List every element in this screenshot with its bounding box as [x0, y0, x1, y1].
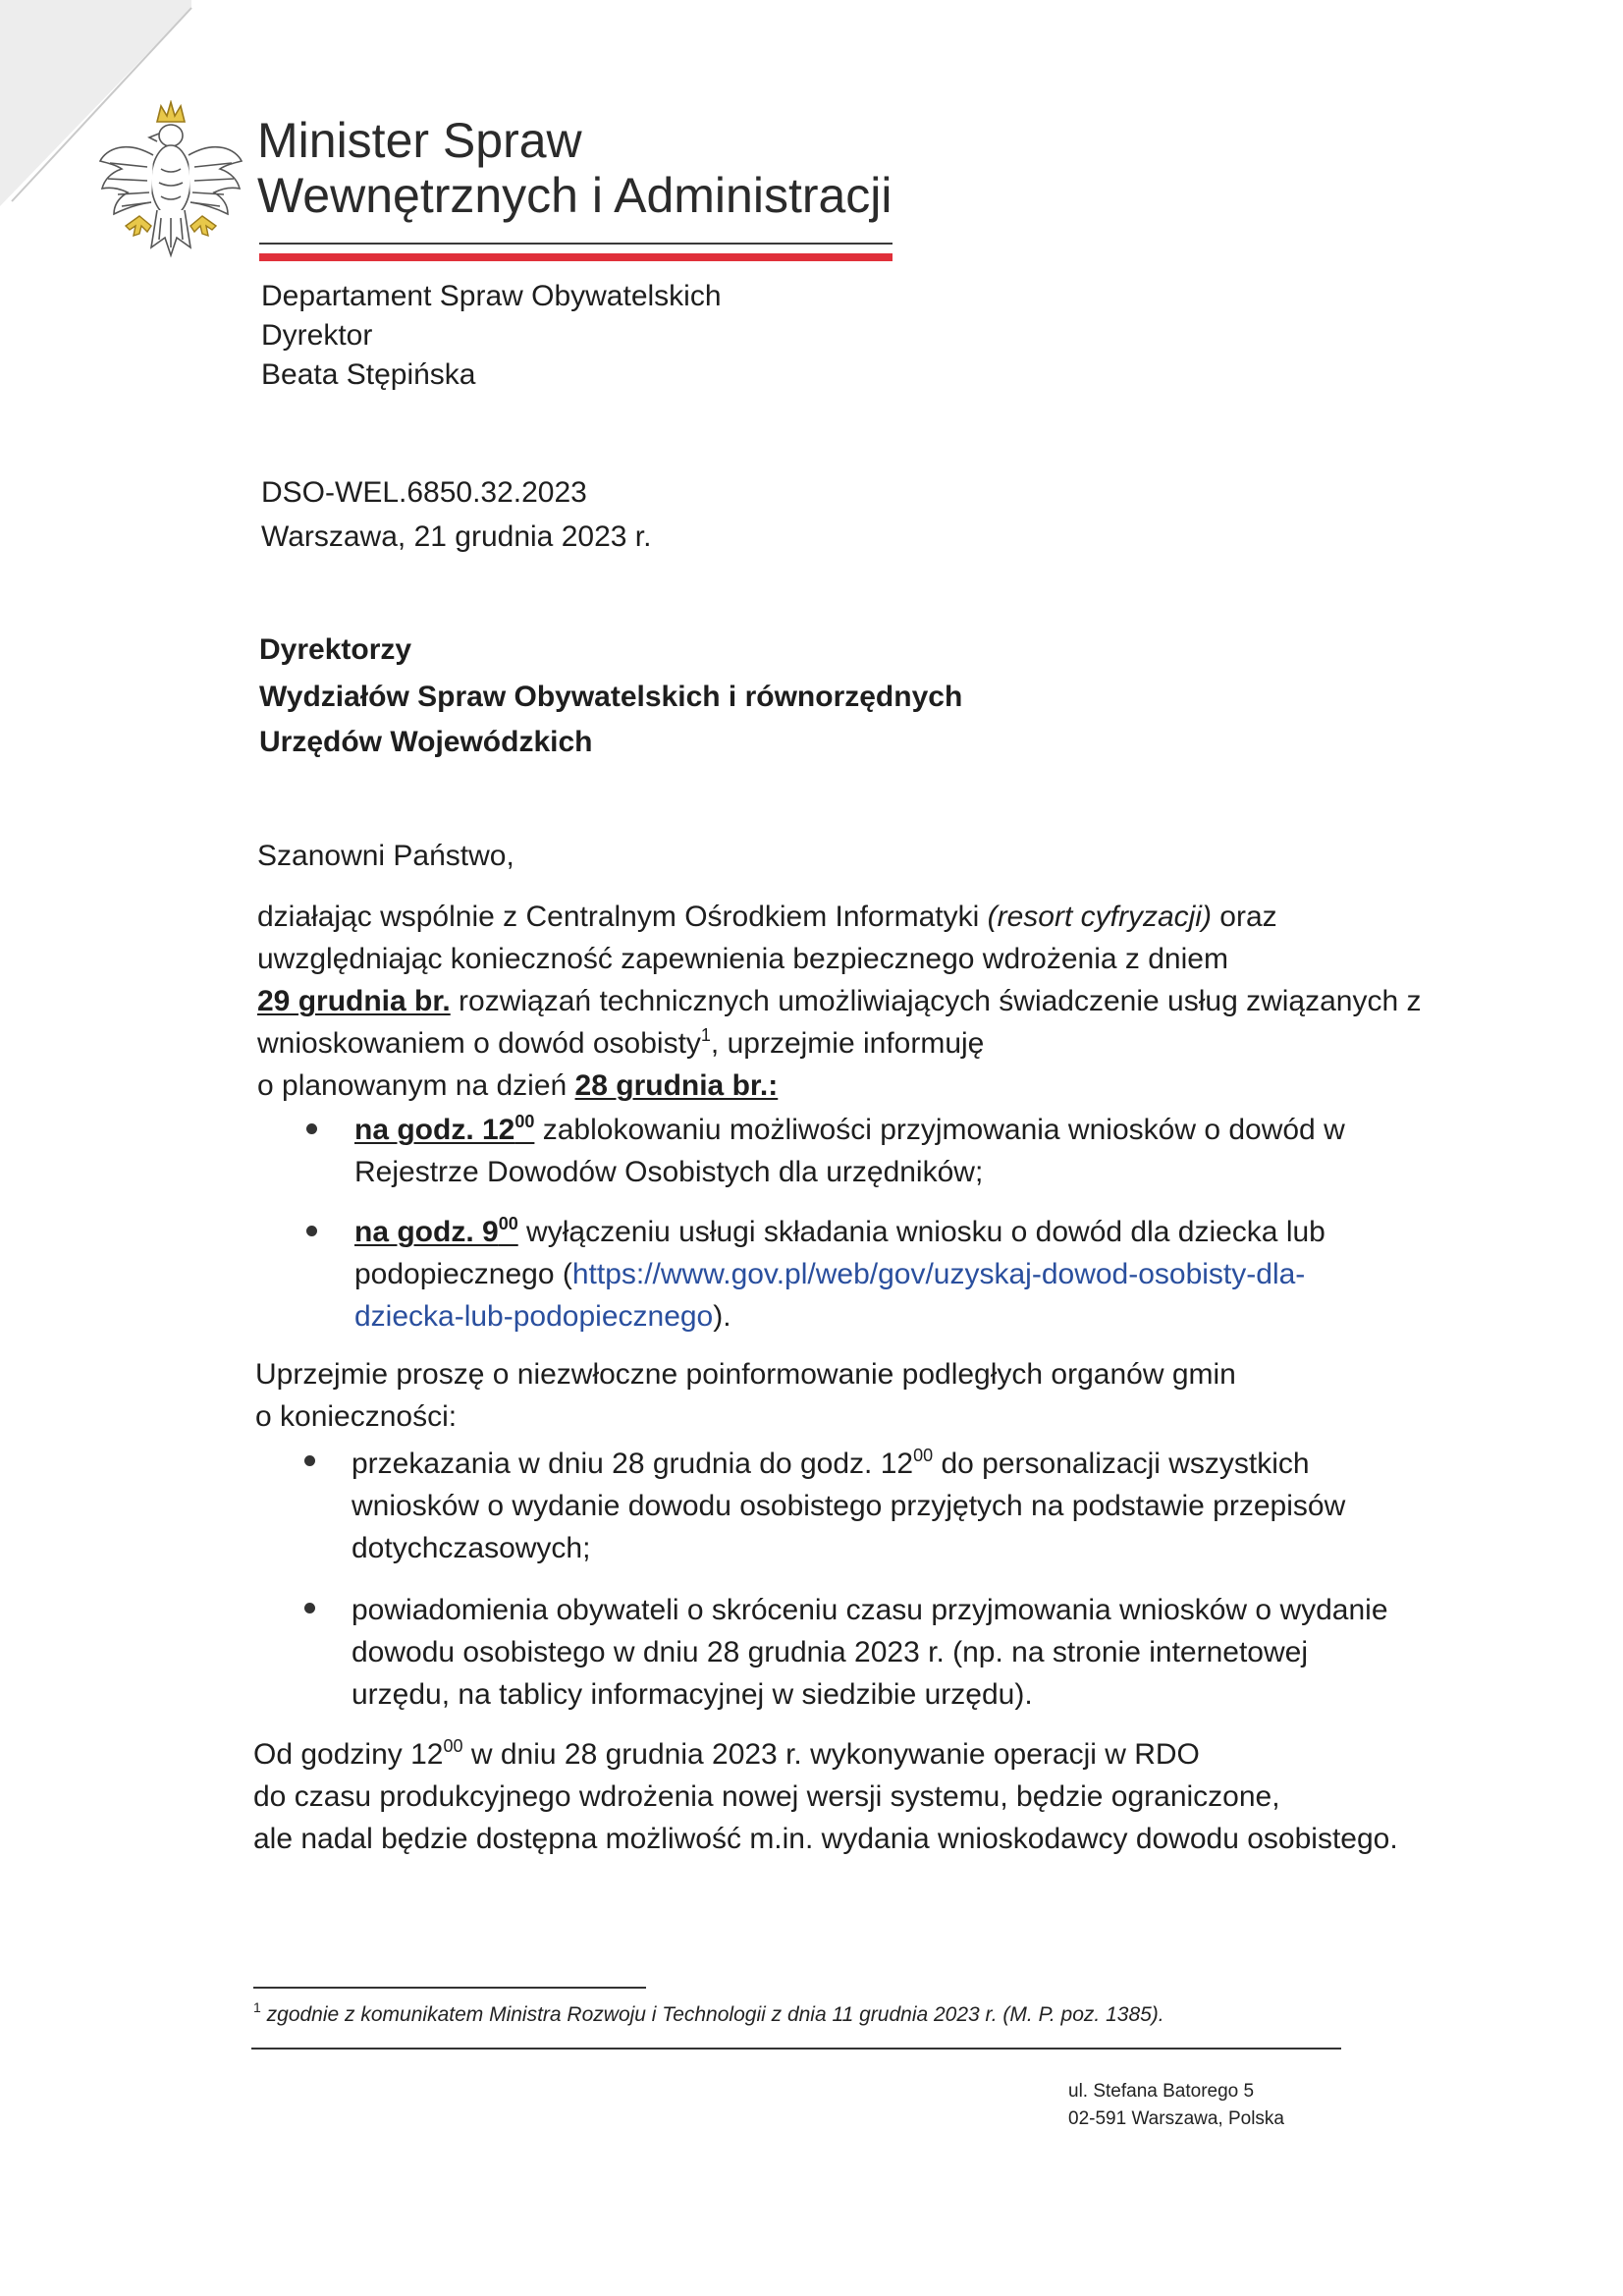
bullet-dot [304, 1603, 315, 1613]
paragraph-1-line1 [257, 896, 1277, 938]
bullet-3-line1 [352, 1443, 1310, 1485]
superscript: 00 [498, 1214, 518, 1233]
footer-rule [251, 2048, 1341, 2050]
text: do personalizacji wszystkich [933, 1448, 1310, 1480]
time-emphasis [354, 1114, 534, 1146]
address-line2: 02-591 Warszawa, Polska [1068, 2108, 1285, 2129]
bullet-1-line1 [354, 1109, 1345, 1151]
bullet-1-line2: Rejestrze Dowodów Osobistych dla urzędników; [354, 1156, 984, 1188]
text: w dniu 28 grudnia 2023 r. wykonywanie operacji w RDO [462, 1738, 1200, 1771]
sender-name: Beata Stępińska [261, 358, 476, 391]
footnote-mark: 1 [253, 1999, 261, 2015]
paragraph-1-line2: uwzględniając konieczność zapewnienia bezpiecznego wdrożenia z dniem [257, 943, 1228, 975]
paragraph-3-line3: ale nadal będzie dostępna możliwość m.in. wydania wnioskodawcy dowodu osobistego. [253, 1823, 1398, 1855]
text: działając wspólnie z Centralnym Ośrodkiem Informatyki [257, 901, 988, 933]
footnote-text: zgodnie z komunikatem Ministra Rozwoju i Technologii z dnia 11 grudnia 2023 r. (M. P. poz. 1385). [266, 2003, 1164, 2026]
text: przekazania w dniu 28 grudnia do godz. 12 [352, 1448, 914, 1480]
recipient-line3: Urzędów Wojewódzkich [259, 726, 593, 758]
polish-eagle-emblem [96, 100, 245, 265]
paragraph-2-line1: Uprzejmie proszę o niezwłoczne poinformowanie podległych organów gmin [255, 1358, 1236, 1391]
recipient-line1: Dyrektorzy [259, 633, 412, 666]
footnote-separator [253, 1987, 646, 1989]
paragraph-1-line5 [257, 1065, 778, 1107]
text: na godz. 9 [354, 1216, 499, 1248]
date-emphasis: 29 grudnia br. [257, 985, 451, 1017]
text: podopiecznego ( [354, 1258, 572, 1290]
paragraph-2-line2: o konieczności: [255, 1400, 458, 1433]
text: ). [713, 1300, 731, 1333]
bullet-2-line3 [354, 1295, 731, 1338]
place-date: Warszawa, 21 grudnia 2023 r. [261, 520, 652, 553]
text-italic: (resort cyfryzacji) [987, 901, 1212, 933]
bullet-2-line2 [354, 1253, 1305, 1295]
date-emphasis: 28 grudnia br.: [574, 1069, 779, 1102]
text: oraz [1211, 901, 1277, 933]
superscript: 00 [913, 1446, 934, 1465]
footnote-ref: 1 [700, 1025, 711, 1045]
bullet-2-line1 [354, 1211, 1325, 1253]
text: Od godziny 12 [253, 1738, 444, 1771]
sender-department: Departament Spraw Obywatelskich [261, 280, 722, 312]
text: , uprzejmie informuję [710, 1027, 985, 1060]
bullet-4-line2: dowodu osobistego w dniu 28 grudnia 2023 r. (np. na stronie internetowej [352, 1636, 1308, 1668]
bullet-4-line3: urzędu, na tablicy informacyjnej w siedzibie urzędu). [352, 1678, 1033, 1711]
text: wnioskowaniem o dowód osobisty [257, 1027, 701, 1060]
bullet-4-line1: powiadomienia obywateli o skróceniu czasu przyjmowania wniosków o wydanie [352, 1594, 1388, 1626]
paragraph-3-line2: do czasu produkcyjnego wdrożenia nowej wersji systemu, będzie ograniczone, [253, 1780, 1280, 1813]
text: rozwiązań technicznych umożliwiających świadczenie usług związanych z [450, 985, 1422, 1017]
footnote [253, 1999, 1164, 2027]
bullet-3-line2: wniosków o wydanie dowodu osobistego przyjętych na podstawie przepisów [352, 1490, 1346, 1522]
bullet-dot [306, 1123, 317, 1134]
gov-url-link[interactable]: https://www.gov.pl/web/gov/uzyskaj-dowod-osobisty-dla- [571, 1258, 1306, 1290]
paragraph-1-line4 [257, 1022, 984, 1065]
ministry-title-line2: Wewnętrznych i Administracji [257, 168, 893, 223]
text: na godz. 12 [354, 1114, 515, 1146]
paragraph-1-line3 [257, 980, 1422, 1022]
bullet-3-line3: dotychczasowych; [352, 1532, 591, 1564]
text: zablokowaniu możliwości przyjmowania wniosków o dowód w [534, 1114, 1345, 1146]
bullet-dot [306, 1226, 317, 1236]
header-rule-red [259, 253, 893, 261]
text: wyłączeniu usługi składania wniosku o dowód dla dziecka lub [517, 1216, 1325, 1248]
superscript: 00 [514, 1112, 535, 1131]
superscript: 00 [443, 1736, 463, 1756]
sender-position: Dyrektor [261, 319, 373, 352]
recipient-line2: Wydziałów Spraw Obywatelskich i równorzędnych [259, 681, 963, 713]
ministry-title-line1: Minister Spraw [257, 113, 582, 168]
address-line1: ul. Stefana Batorego 5 [1068, 2081, 1255, 2102]
bullet-dot [304, 1455, 315, 1466]
text: o planowanym na dzień [257, 1069, 575, 1102]
paragraph-3-line1 [253, 1733, 1200, 1776]
time-emphasis [354, 1216, 518, 1248]
reference-number: DSO-WEL.6850.32.2023 [261, 476, 587, 509]
header-rule-thin [259, 243, 893, 245]
salutation: Szanowni Państwo, [257, 840, 514, 872]
gov-url-link-continued[interactable]: dziecka-lub-podopiecznego [354, 1300, 714, 1333]
